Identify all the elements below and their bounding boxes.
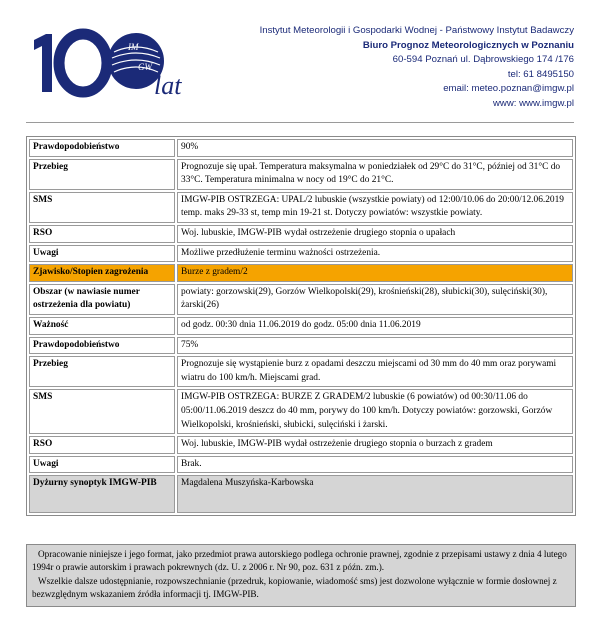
table-row [29, 159, 573, 190]
row-value: Burze z gradem/2 [177, 264, 573, 282]
header-divider [26, 122, 574, 123]
table-row [29, 284, 573, 315]
hazard-header-row [29, 264, 573, 282]
copyright-notice [26, 544, 576, 607]
table-row [29, 389, 573, 434]
row-label: RSO [29, 225, 175, 243]
table-row [29, 139, 573, 157]
row-label: Przebieg [29, 356, 175, 387]
row-value: Możliwe przedłużenie terminu ważności ostrzeżenia. [177, 245, 573, 263]
row-value: od godz. 00:30 dnia 11.06.2019 do godz. 05:00 dnia 11.06.2019 [177, 317, 573, 335]
table-row [29, 436, 573, 454]
office-website[interactable]: www: www.imgw.pl [492, 97, 574, 109]
row-label: Obszar (w nawiasie numer ostrzeżenia dla powiatu) [29, 284, 175, 315]
row-label: Uwagi [29, 456, 175, 474]
redistribution-paragraph: Wszelkie dalsze udostępnianie, rozpowszechnianie (przedruk, kopiowanie, wiadomość sms) jest dozwolone wyłącznie w formie dosłownej z bezwzględnym wskazaniem źródła informacji tj. IMGW-PIB. [32, 575, 557, 600]
row-label: SMS [29, 389, 175, 434]
row-label: Przebieg [29, 159, 175, 190]
office-phone: tel: 61 8495150 [507, 68, 574, 80]
svg-text:IM: IM [128, 42, 139, 52]
svg-text:GW: GW [138, 62, 152, 72]
institute-name: Instytut Meteorologii i Gospodarki Wodnej - Państwowy Instytut Badawczy [259, 25, 574, 36]
institute-header [260, 24, 574, 112]
row-label: SMS [29, 192, 175, 223]
svg-text:lat: lat [154, 71, 182, 100]
table-row [29, 356, 573, 387]
row-value: IMGW-PIB OSTRZEGA: BURZE Z GRADEM/2 lubuskie (6 powiatów) od 00:30/11.06 do 05:00/11.06.2019 deszcz do 40 mm, porywy do 100 km/h. Dotyczy powiatów: gorzowski, Gorzów Wielkopolski, krośnieński, słubicki, sulęciński i żarski. [177, 389, 573, 434]
row-value: 90% [177, 139, 573, 157]
row-label: Dyżurny synoptyk IMGW-PIB [29, 475, 175, 513]
table-row [29, 456, 573, 474]
row-label: Uwagi [29, 245, 175, 263]
table-row [29, 192, 573, 223]
row-value: Prognozuje się wystąpienie burz z opadami deszczu miejscami od 30 mm do 40 mm oraz porywami wiatru do 100 km/h. Miejscami grad. [177, 356, 573, 387]
row-value: Brak. [177, 456, 573, 474]
row-value: powiaty: gorzowski(29), Gorzów Wielkopolski(29), krośnieński(28), słubicki(30), sulęciński(30), żarski(26) [177, 284, 573, 315]
table-row [29, 317, 573, 335]
row-label: RSO [29, 436, 175, 454]
row-value: Prognozuje się upał. Temperatura maksymalna w poniedziałek od 29°C do 31°C, później od 31°C do 33°C. Temperatura minimalna w nocy od 19°C do 21°C. [177, 159, 573, 190]
row-value: Woj. lubuskie, IMGW-PIB wydał ostrzeżenie drugiego stopnia o upałach [177, 225, 573, 243]
row-label: Ważność [29, 317, 175, 335]
office-address: 60-594 Poznań ul. Dąbrowskiego 174 /176 [392, 54, 574, 66]
row-label: Zjawisko/Stopien zagrożenia [29, 264, 175, 282]
forecaster-row [29, 475, 573, 513]
row-value: Woj. lubuskie, IMGW-PIB wydał ostrzeżenie drugiego stopnia o burzach z gradem [177, 436, 573, 454]
office-email: email: meteo.poznan@imgw.pl [443, 83, 574, 95]
imgw-100-lat-logo [28, 28, 193, 100]
table-row [29, 225, 573, 243]
row-value: Magdalena Muszyńska-Karbowska [177, 475, 573, 513]
table-row [29, 337, 573, 355]
row-label: Prawdopodobieństwo [29, 139, 175, 157]
office-name: Biuro Prognoz Meteorologicznych w Poznaniu [362, 39, 574, 51]
row-label: Prawdopodobieństwo [29, 337, 175, 355]
row-value: 75% [177, 337, 573, 355]
row-value: IMGW-PIB OSTRZEGA: UPAL/2 lubuskie (wszystkie powiaty) od 12:00/10.06 do 20:00/12.06.2019 temp. maks 29-33 st, temp min 19-21 st. Dotyczy powiatów: wszystkie powiaty. [177, 192, 573, 223]
table-row [29, 245, 573, 263]
warning-table [26, 136, 576, 516]
copyright-paragraph: Opracowanie niniejsze i jego format, jako przedmiot prawa autorskiego podlega ochronie prawnej, zgodnie z przepisami ustawy z dnia 4 lutego 1994r o prawie autorskim i prawach pokrewnych (dz. U. z 2006 r. Nr 90, poz. 631 z późn. zm.). [32, 549, 567, 573]
